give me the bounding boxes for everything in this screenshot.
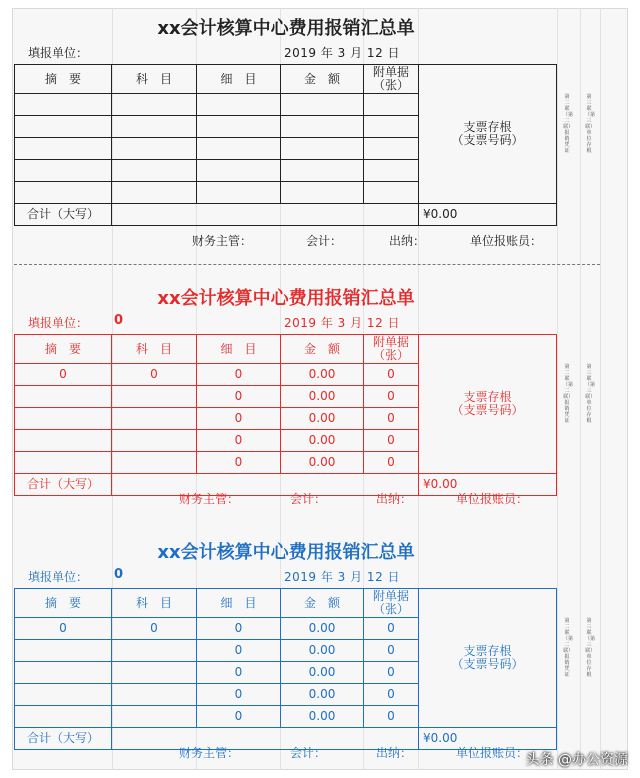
table-cell[interactable] [197,94,281,116]
form-date: 2019 年 3 月 12 日 [284,46,401,60]
expense-form-1 [14,14,596,254]
table-cell[interactable] [15,160,112,182]
form-date: 2019 年 3 月 12 日 [284,316,401,330]
signature-row [14,230,558,248]
table-cell[interactable] [112,94,197,116]
table-cell[interactable]: 0.00 [281,452,364,474]
table-cell[interactable]: 0 [197,706,281,728]
table-cell[interactable]: 0 [112,364,197,386]
check-stub [419,65,557,204]
column-header: 细 目 [197,589,281,618]
accountant-label: 会计： [290,492,327,506]
table-cell[interactable] [112,160,197,182]
table-cell[interactable] [197,138,281,160]
table-cell[interactable] [15,430,112,452]
total-label: 合计（大写） [15,728,112,750]
check-stub [419,589,557,728]
table-cell[interactable] [197,160,281,182]
table-cell[interactable] [112,182,197,204]
table-cell[interactable] [112,430,197,452]
table-cell[interactable]: 0 [197,408,281,430]
table-cell[interactable]: 0 [364,706,419,728]
table-cell[interactable] [112,662,197,684]
table-cell[interactable]: 0 [197,684,281,706]
side-note: 第三联（第三联）单位存根 [585,94,596,154]
signature-row [14,488,558,506]
total-amount: ¥0.00 [419,474,557,496]
table-cell[interactable] [364,160,419,182]
table-cell[interactable]: 0 [364,364,419,386]
column-header: 金 额 [281,65,364,94]
table-cell[interactable] [112,138,197,160]
side-note: 第三联（第三联）单位存根 [585,364,596,424]
side-note: 第二联（第二联）报销凭证 [563,364,574,424]
unit-value[interactable]: 0 [114,313,124,328]
table-cell[interactable]: 0 [364,408,419,430]
stub-number-label: （支票号码） [451,403,524,417]
form-title: xx会计核算中心费用报销汇总单 [157,542,415,563]
table-cell[interactable] [281,138,364,160]
table-cell[interactable] [15,662,112,684]
table-cell[interactable]: 0.00 [281,408,364,430]
watermark: 头条 @办公资源 [525,752,628,768]
accountant-label: 会计： [306,234,343,248]
table-cell[interactable] [364,138,419,160]
check-stub [419,335,557,474]
form-date: 2019 年 3 月 12 日 [284,570,401,584]
total-row [15,204,557,226]
table-cell[interactable] [112,116,197,138]
table-cell[interactable] [364,182,419,204]
table-cell[interactable] [112,640,197,662]
total-label: 合计（大写） [15,204,112,226]
table-cell[interactable] [15,684,112,706]
table-cell[interactable] [112,408,197,430]
form-meta-row [14,42,558,62]
table-cell[interactable] [15,706,112,728]
column-header: 摘 要 [15,335,112,364]
table-cell[interactable]: 0 [364,640,419,662]
stub-title: 支票存根 [463,120,512,134]
cashier-label: 出纳： [389,234,426,248]
table-cell[interactable]: 0 [197,386,281,408]
form-meta-row [14,312,558,332]
column-header: 金 额 [281,335,364,364]
table-cell[interactable]: 0.00 [281,706,364,728]
total-amount: ¥0.00 [419,204,557,226]
table-cell[interactable] [15,452,112,474]
column-header: 细 目 [197,335,281,364]
finance-manager-label: 财务主管： [179,746,240,760]
accountant-label: 会计： [290,746,327,760]
table-cell[interactable] [281,116,364,138]
table-cell[interactable] [112,684,197,706]
unit-value[interactable]: 0 [114,567,124,582]
table-cell[interactable]: 0 [197,662,281,684]
table-cell[interactable] [364,116,419,138]
table-cell[interactable] [281,182,364,204]
unit-label: 填报单位： [28,46,89,60]
table-header-row [15,65,557,94]
table-cell[interactable]: 0 [364,662,419,684]
column-header: 摘 要 [15,65,112,94]
side-note: 第三联（第三联）单位存根 [585,618,596,678]
table-cell[interactable]: 0.00 [281,430,364,452]
table-cell[interactable] [197,182,281,204]
table-cell[interactable]: 0.00 [281,640,364,662]
form-title: xx会计核算中心费用报销汇总单 [157,288,415,309]
table-cell[interactable]: 0 [197,640,281,662]
column-header: 附单据（张） [364,589,419,618]
table-cell[interactable]: 0 [197,452,281,474]
table-cell[interactable] [15,640,112,662]
table-cell[interactable]: 0.00 [281,618,364,640]
table-cell[interactable] [112,706,197,728]
table-cell[interactable] [112,386,197,408]
table-cell[interactable] [15,138,112,160]
total-amount: ¥0.00 [419,728,557,750]
table-cell[interactable] [197,116,281,138]
expense-table [14,64,557,226]
table-cell[interactable] [281,160,364,182]
table-cell[interactable] [15,386,112,408]
column-header: 科 目 [112,335,197,364]
total-words-cell[interactable] [112,204,419,226]
table-cell[interactable]: 0 [364,452,419,474]
cut-line [14,264,600,265]
table-cell[interactable]: 0.00 [281,364,364,386]
table-cell[interactable]: 0 [364,430,419,452]
table-cell[interactable]: 0 [15,618,112,640]
stub-title: 支票存根 [463,390,512,404]
table-cell[interactable]: 0 [197,618,281,640]
table-cell[interactable] [15,94,112,116]
expense-form-2 [14,284,596,524]
table-cell[interactable]: 0.00 [281,662,364,684]
side-note: 第二联（第二联）报销凭证 [563,94,574,154]
table-cell[interactable] [15,408,112,430]
table-header-row [15,335,557,364]
stub-title: 支票存根 [463,644,512,658]
table-cell[interactable]: 0 [364,618,419,640]
column-header: 金 额 [281,589,364,618]
table-cell[interactable]: 0.00 [281,386,364,408]
table-cell[interactable]: 0 [364,386,419,408]
column-header: 科 目 [112,65,197,94]
table-cell[interactable] [281,94,364,116]
column-header: 摘 要 [15,589,112,618]
finance-manager-label: 财务主管： [192,234,253,248]
unit-label: 填报单位： [28,570,89,584]
stub-number-label: （支票号码） [451,133,524,147]
finance-manager-label: 财务主管： [179,492,240,506]
unit-label: 填报单位： [28,316,89,330]
total-label: 合计（大写） [15,474,112,496]
table-cell[interactable]: 0 [364,684,419,706]
table-cell[interactable] [112,452,197,474]
reporter-label: 单位报账员： [456,746,529,760]
column-header: 附单据（张） [364,65,419,94]
column-header: 细 目 [197,65,281,94]
table-header-row [15,589,557,618]
expense-table [14,588,557,750]
table-cell[interactable] [364,94,419,116]
form-title: xx会计核算中心费用报销汇总单 [157,18,415,39]
cashier-label: 出纳： [376,746,413,760]
signature-row [14,742,558,760]
table-cell[interactable]: 0 [197,430,281,452]
cashier-label: 出纳： [376,492,413,506]
expense-table [14,334,557,496]
table-cell[interactable] [15,182,112,204]
form-meta-row [14,566,558,586]
table-cell[interactable] [15,116,112,138]
side-note: 第二联（第二联）报销凭证 [563,618,574,678]
column-header: 附单据（张） [364,335,419,364]
stub-number-label: （支票号码） [451,657,524,671]
reporter-label: 单位报账员： [470,234,543,248]
table-cell[interactable]: 0.00 [281,684,364,706]
table-cell[interactable]: 0 [15,364,112,386]
table-cell[interactable]: 0 [112,618,197,640]
column-header: 科 目 [112,589,197,618]
reporter-label: 单位报账员： [456,492,529,506]
table-cell[interactable]: 0 [197,364,281,386]
